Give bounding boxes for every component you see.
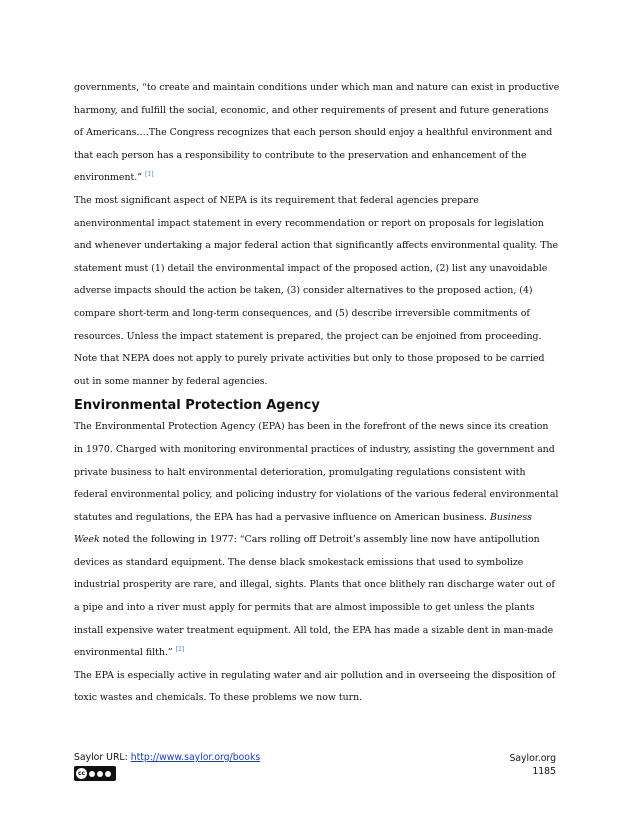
footer-site: Saylor.org	[509, 753, 556, 764]
paragraph-3: The Environmental Protection Agency (EPA) has been in the forefront of the news since its creation in 1970. Charged with monitoring environmental practices of industry, assisting the government and private business to halt environmental deterioration, promulgating regulations consistent with federal environmental policy, and policing industry for violations of the various federal environmental statutes and regulations, the EPA has had a pervasive influence on American business. Business Week noted the following in 1977: “Cars rolling off Detroit’s assembly line now have antipollution devices as standard equipment. The dense black smokestack emissions that used to symbolize industrial prosperity are rare, and illegal, sights. Plants that once blithely ran discharge water out of a pipe and into a river must apply for permits that are almost impossible to get unless the plants install expensive water treatment equipment. All told, the EPA has made a sizable dent in man-made environmental filth.” [2]	[74, 421, 559, 659]
page-number: 1185	[532, 766, 556, 777]
cc-by-nc-sa-icon[interactable]: cc	[74, 766, 116, 781]
footer-url-label: Saylor URL:	[74, 752, 128, 763]
paragraph-1: governments, “to create and maintain conditions under which man and nature can exist in productive harmony, and fulfill the social, economic, and other requirements of present and future generations of Americans.…The Congress recognizes that each person should enjoy a healthful environment and that each person has a responsibility to contribute to the preservation and enhancement of the environment.” [1]	[74, 82, 560, 184]
footer-url-link[interactable]: http://www.saylor.org/books	[130, 752, 261, 763]
paragraph-2: The most significant aspect of NEPA is its requirement that federal agencies prepare anenvironmental impact statement in every recommendation or report on proposals for legislation and whenever undertaking a major federal action that significantly affects environmental quality. The statement must (1) detail the environmental impact of the proposed action, (2) list any unavoidable adverse impacts should the action be taken, (3) consider alternatives to the proposed action, (4) compare short-term and long-term consequences, and (5) describe irreversible commitments of resources. Unless the impact statement is prepared, the project can be enjoined from proceeding. Note that NEPA does not apply to purely private activities but only to those proposed to be carried out in some manner by federal agencies.	[74, 194, 559, 387]
paragraph-4: The EPA is especially active in regulating water and air pollution and in overseeing the disposition of toxic wastes and chemicals. To these problems we now turn.	[74, 669, 556, 704]
footnote-ref-2[interactable]: [2]	[175, 646, 185, 654]
footer-page-info	[509, 752, 556, 778]
publication-title: Business Week	[74, 511, 532, 546]
footnote-ref-1[interactable]: [1]	[145, 171, 154, 179]
footer-source	[74, 752, 260, 763]
section-heading: Environmental Protection Agency	[74, 398, 320, 414]
page-body	[74, 77, 560, 710]
